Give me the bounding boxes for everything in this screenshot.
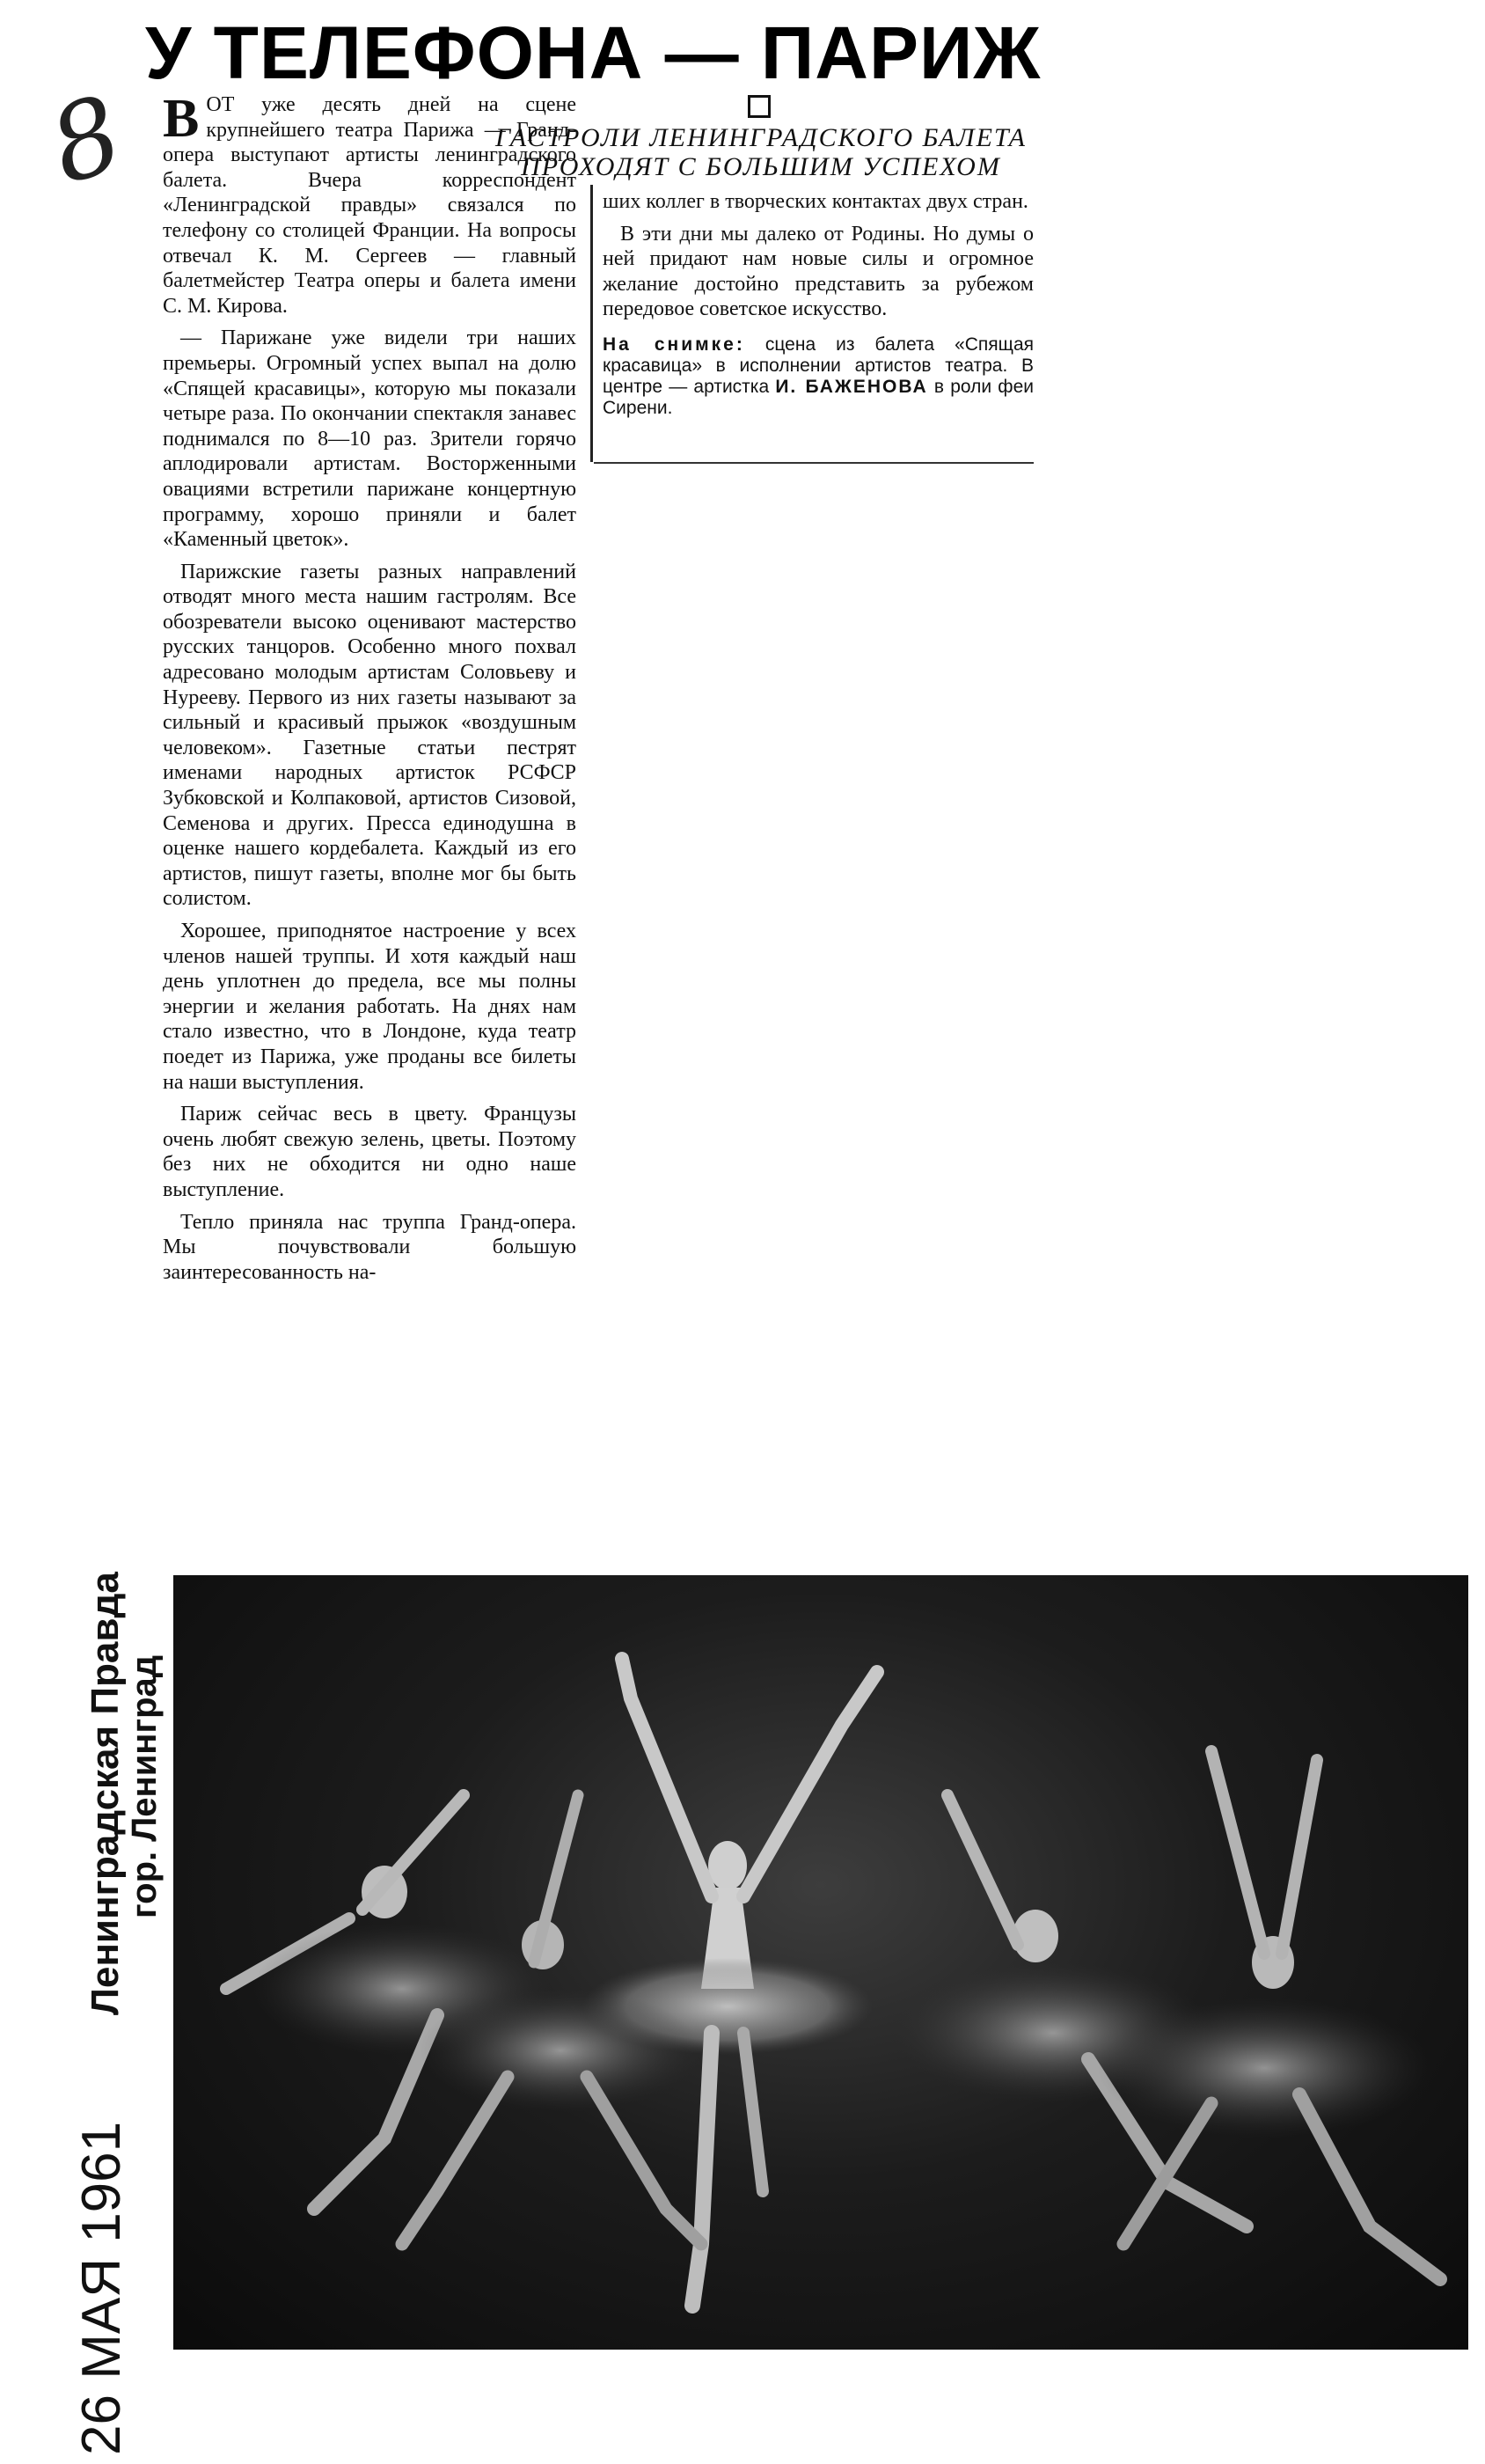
paragraph-5: Париж сейчас весь в цвету. Французы очень любят свежую зелень, цветы. Поэтому без них не обходится ни одно наше выступление. bbox=[163, 1103, 576, 1201]
ornament-square bbox=[748, 95, 771, 118]
dropcap: В bbox=[163, 89, 200, 149]
paragraph-3: Парижские газеты разных направлений отводят много места нашим гастролям. Все обозреватели высоко оценивают мастерство русских танцоров. Особенно много похвал адресовано молодым артистам Соловьеву и Нурееву. Первого из них газеты называют за сильный и красивый прыжок «воздушным человеком». Газетные статьи пестрят именами народных артисток РСФСР Зубковской и Колпаковой, артистов Сизовой, Семенова и других. Пресса единодушна в оценке нашего кордебалета. Каждый из его артистов, пишут газеты, вполне мог бы быть солистом. bbox=[163, 560, 576, 911]
lead-paragraph bbox=[163, 89, 576, 319]
paragraph-2: — Парижане уже видели три наших премьеры. Огромный успех выпал на долю «Спящей красавицы», которую мы показали четыре раза. По окончании спектакля занавес поднимался по 8—10 раз. Зрители горячо аплодировали артистам. Восторженными овациями встретили парижане концертную программу, хорошо приняли и балет «Каменный цветок». bbox=[163, 326, 576, 552]
article-column-2 bbox=[603, 189, 1034, 419]
lead-text: ОТ уже десять дней на сцене крупнейшего театра Парижа — Гранд-опера выступают артисты ленинградского балета. Вчера корреспондент «Ленинградской правды» связался по телефону со столицей Франции. На вопросы отвечал К. М. Сергеев — главный балетмейстер Театра оперы и балета имени С. М. Кирова. bbox=[163, 93, 576, 318]
ballet-photo bbox=[173, 1575, 1468, 2350]
headline: У ТЕЛЕФОНА — ПАРИЖ bbox=[145, 11, 1042, 94]
city-stamp: гор. Ленинград bbox=[125, 1654, 164, 1918]
caption-tail: в роли феи Сирени. bbox=[603, 376, 1034, 418]
ballet-dancers-image bbox=[173, 1575, 1468, 2350]
caption-label: На снимке: bbox=[603, 334, 745, 355]
date-stamp: 26 МАЯ 1961 bbox=[71, 2121, 132, 2455]
caption-name: И. БАЖЕНОВА bbox=[775, 376, 928, 397]
handwritten-number: 8 bbox=[35, 71, 136, 209]
col2-paragraph-1: ших коллег в творческих контактах двух стран. bbox=[603, 190, 1028, 213]
caption-text: сцена из балета «Спящая красавица» в исполнении артистов театра. В центре — артистка bbox=[603, 334, 1034, 397]
newspaper-name-stamp: Ленинградская Правда bbox=[84, 1572, 127, 2015]
paragraph-4: Хорошее, приподнятое настроение у всех членов нашей труппы. И хотя каждый наш день уплотнен до предела, все мы полны энергии и желания работать. На днях нам стало известно, что в Лондоне, куда театр поедет из Парижа, уже проданы все билеты на наши выступления. bbox=[163, 920, 576, 1094]
article-column-1 bbox=[163, 89, 576, 1292]
subheadline: ГАСТРОЛИ ЛЕНИНГРАДСКОГО БАЛЕТА ПРОХОДЯТ С БОЛЬШИМ УСПЕХОМ bbox=[494, 123, 1028, 181]
column-end-rule bbox=[594, 462, 1034, 464]
col2-paragraph-2: В эти дни мы далеко от Родины. Но думы о ней придают нам новые силы и огромное желание достойно представить за рубежом передовое советское искусство. bbox=[603, 222, 1034, 321]
column-rule bbox=[590, 185, 593, 462]
photo-caption bbox=[603, 334, 1034, 419]
paragraph-6: Тепло приняла нас труппа Гранд-опера. Мы почувствовали большую заинтересованность на- bbox=[163, 1210, 576, 1284]
